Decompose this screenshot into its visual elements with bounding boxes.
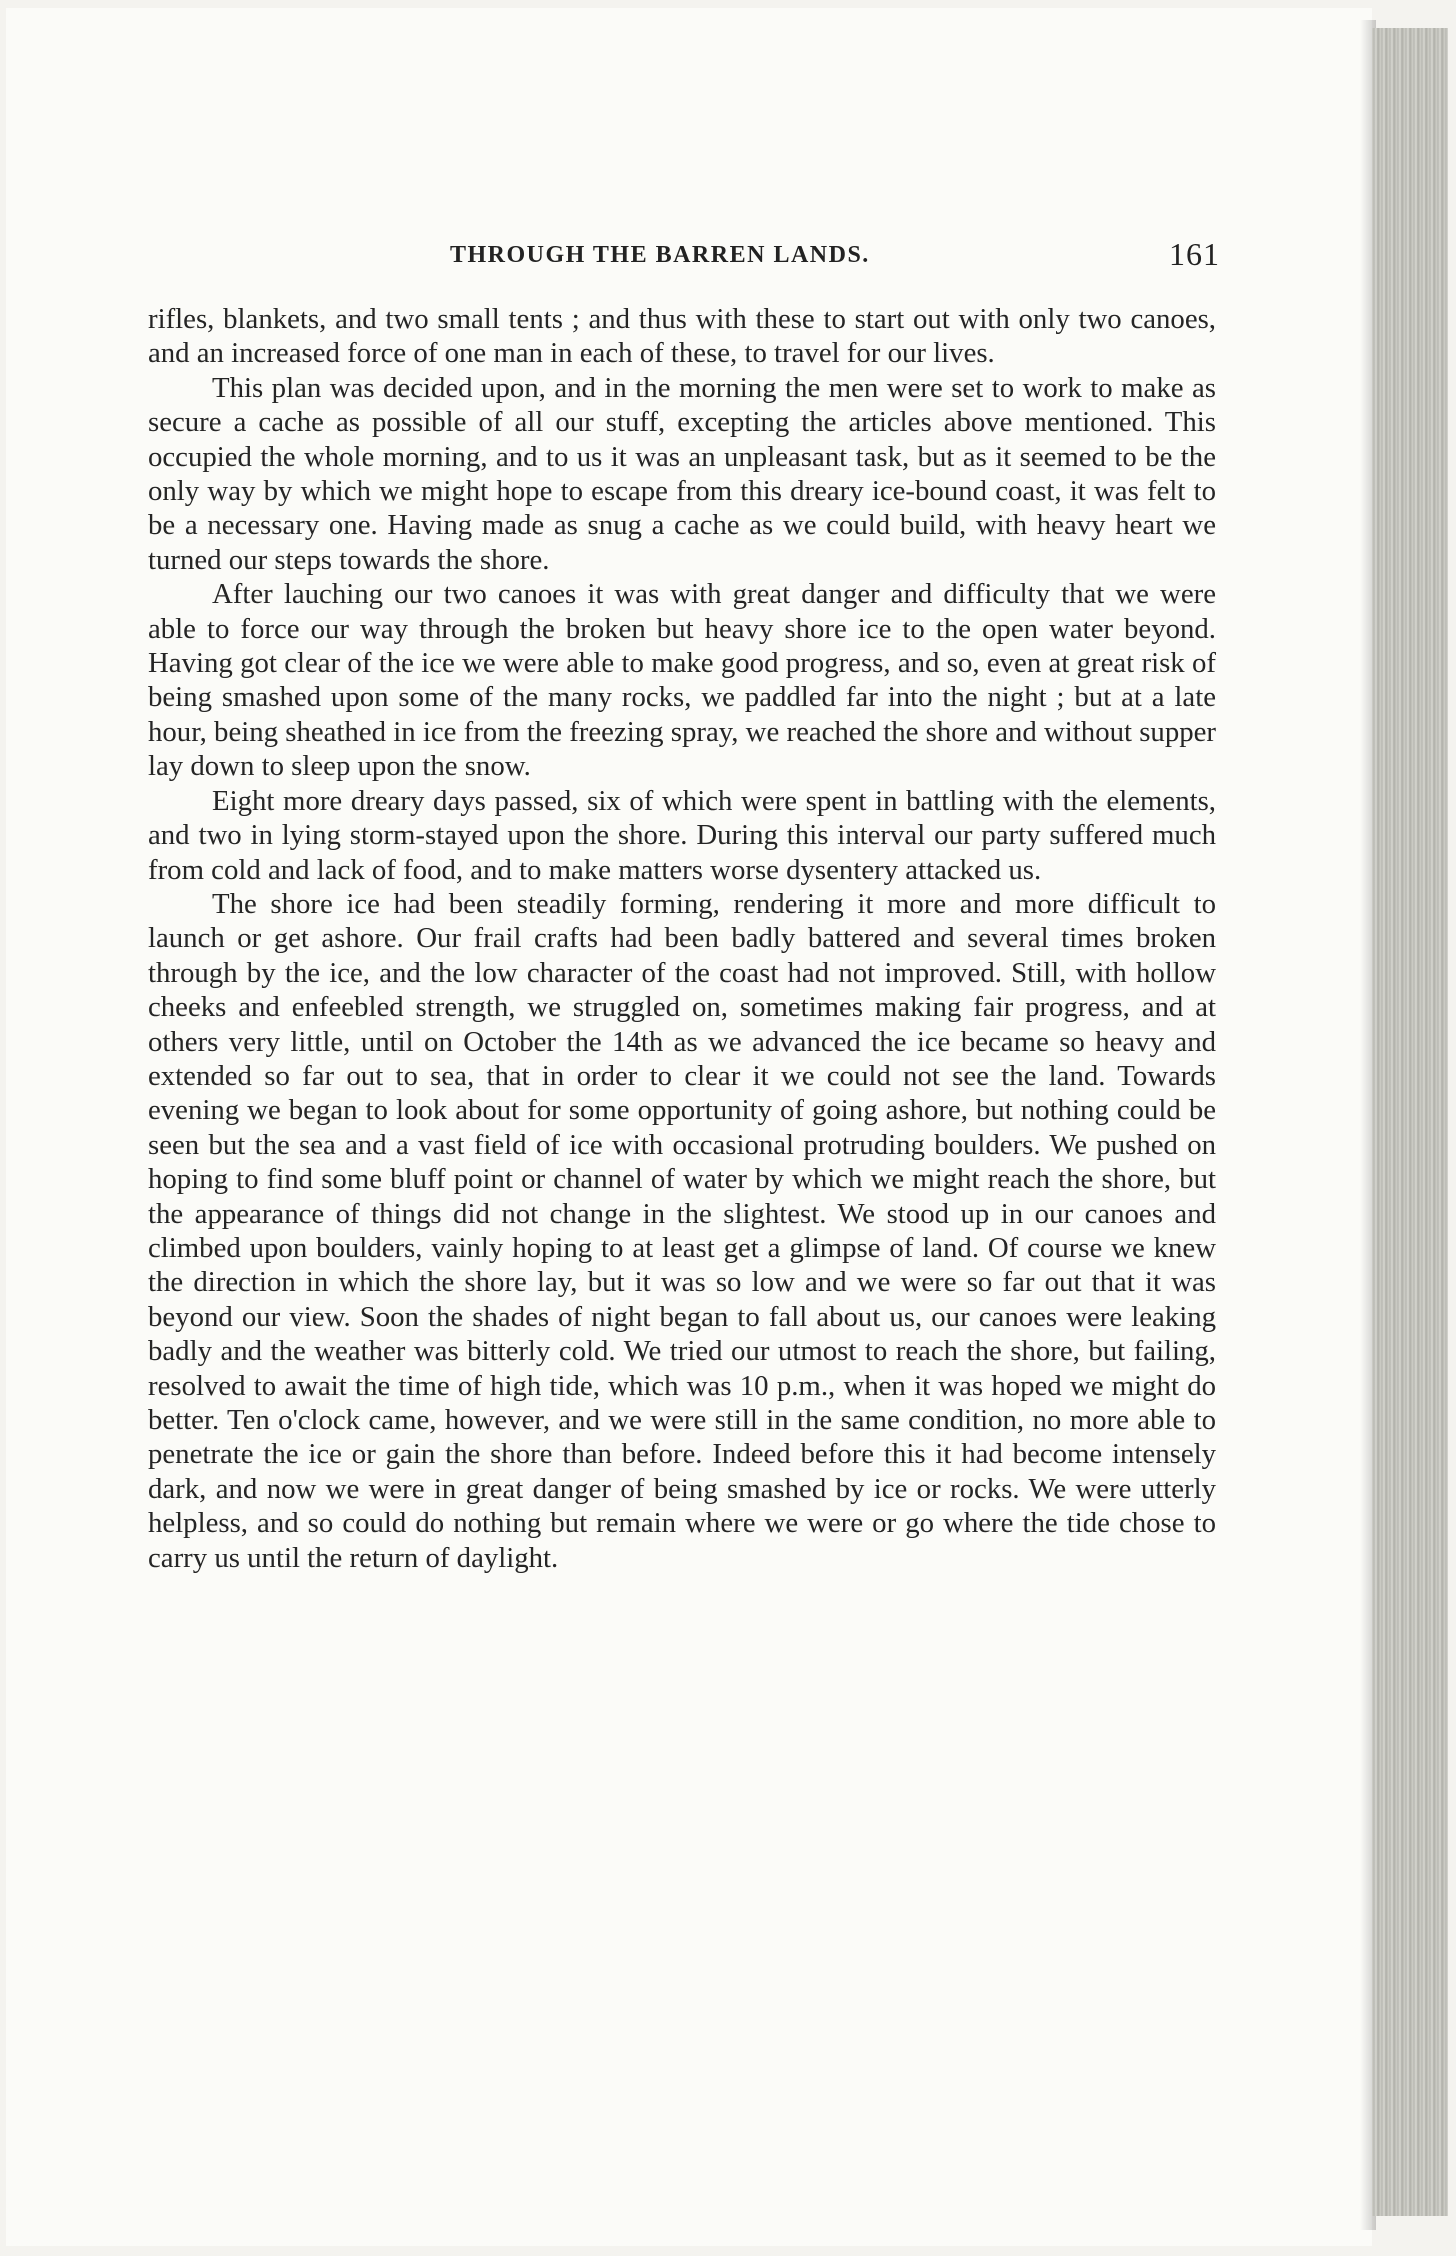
paragraph: This plan was decided upon, and in the morning the men were set to work to make as secure a cache as possible of all our stuff, excepting the articles above mentioned. This occupied the whole morning, and to us it was an unpleasant task, but as it seemed to be the only way by which we might hope to escape from this dreary ice-bound coast, it was felt to be a necessary one. Having made as snug a cache as we could build, with heavy heart we turned our steps towards the shore. [148, 371, 1216, 576]
page-stack-edge [1372, 28, 1448, 2216]
page-number: 161 [1169, 236, 1220, 272]
running-title: THROUGH THE BARREN LANDS. [450, 242, 870, 268]
paragraph: Eight more dreary days passed, six of which were spent in battling with the elements, and two in lying storm-stayed upon the shore. During this interval our party suffered much from cold and lack of food, and to make matters worse dysentery attacked us. [148, 784, 1216, 886]
paragraph: After lauching our two canoes it was with great danger and difficulty that we were able to force our way through the broken but heavy shore ice to the open water beyond. Having got clear of the ice we were able to make good progress, and so, even at great risk of being smashed upon some of the many rocks, we paddled far into the night ; but at a late hour, being sheathed in ice from the freezing spray, we reached the shore and without supper lay down to sleep upon the snow. [148, 578, 1216, 783]
paragraph-continued: rifles, blankets, and two small tents ; and thus with these to start out with only two canoes, and an increased force of one man in each of these, to travel for our lives. [148, 303, 1216, 370]
paragraph: The shore ice had been steadily forming, rendering it more and more difficult to launch or get ashore. Our frail crafts had been badly battered and several times broken through by the ice, and the low character of the coast had not improved. Still, with hollow cheeks and enfeebled strength, we struggled on, sometimes making fair progress, and at others very little, until on October the 14th as we advanced the ice became so heavy and extended so far out to sea, that in order to clear it we could not see the land. Towards evening we began to look about for some opportunity of going ashore, but nothing could be seen but the sea and a vast field of ice with occasional protruding boulders. We pushed on hoping to find some bluff point or channel of water by which we might reach the shore, but the appearance of things did not change in the slightest. We stood up in our canoes and climbed upon boulders, vainly hoping to at least get a glimpse of land. Of course we knew the direction in which the shore lay, but it was so low and we were so far out that it was beyond our view. Soon the shades of night began to fall about us, our canoes were leaking badly and the weather was bitterly cold. We tried our utmost to reach the shore, but failing, resolved to await the time of high tide, which was 10 p.m., when it was hoped we might do better. Ten o'clock came, however, and we were still in the same condition, no more able to penetrate the ice or gain the shore than before. Indeed before this it had become intensely dark, and now we were in great danger of being smashed by ice or rocks. We were utterly helpless, and so could do nothing but remain where we were or go where the tide chose to carry us until the return of daylight. [148, 887, 1216, 1574]
body-text [148, 302, 1216, 2082]
running-head [150, 236, 1220, 286]
